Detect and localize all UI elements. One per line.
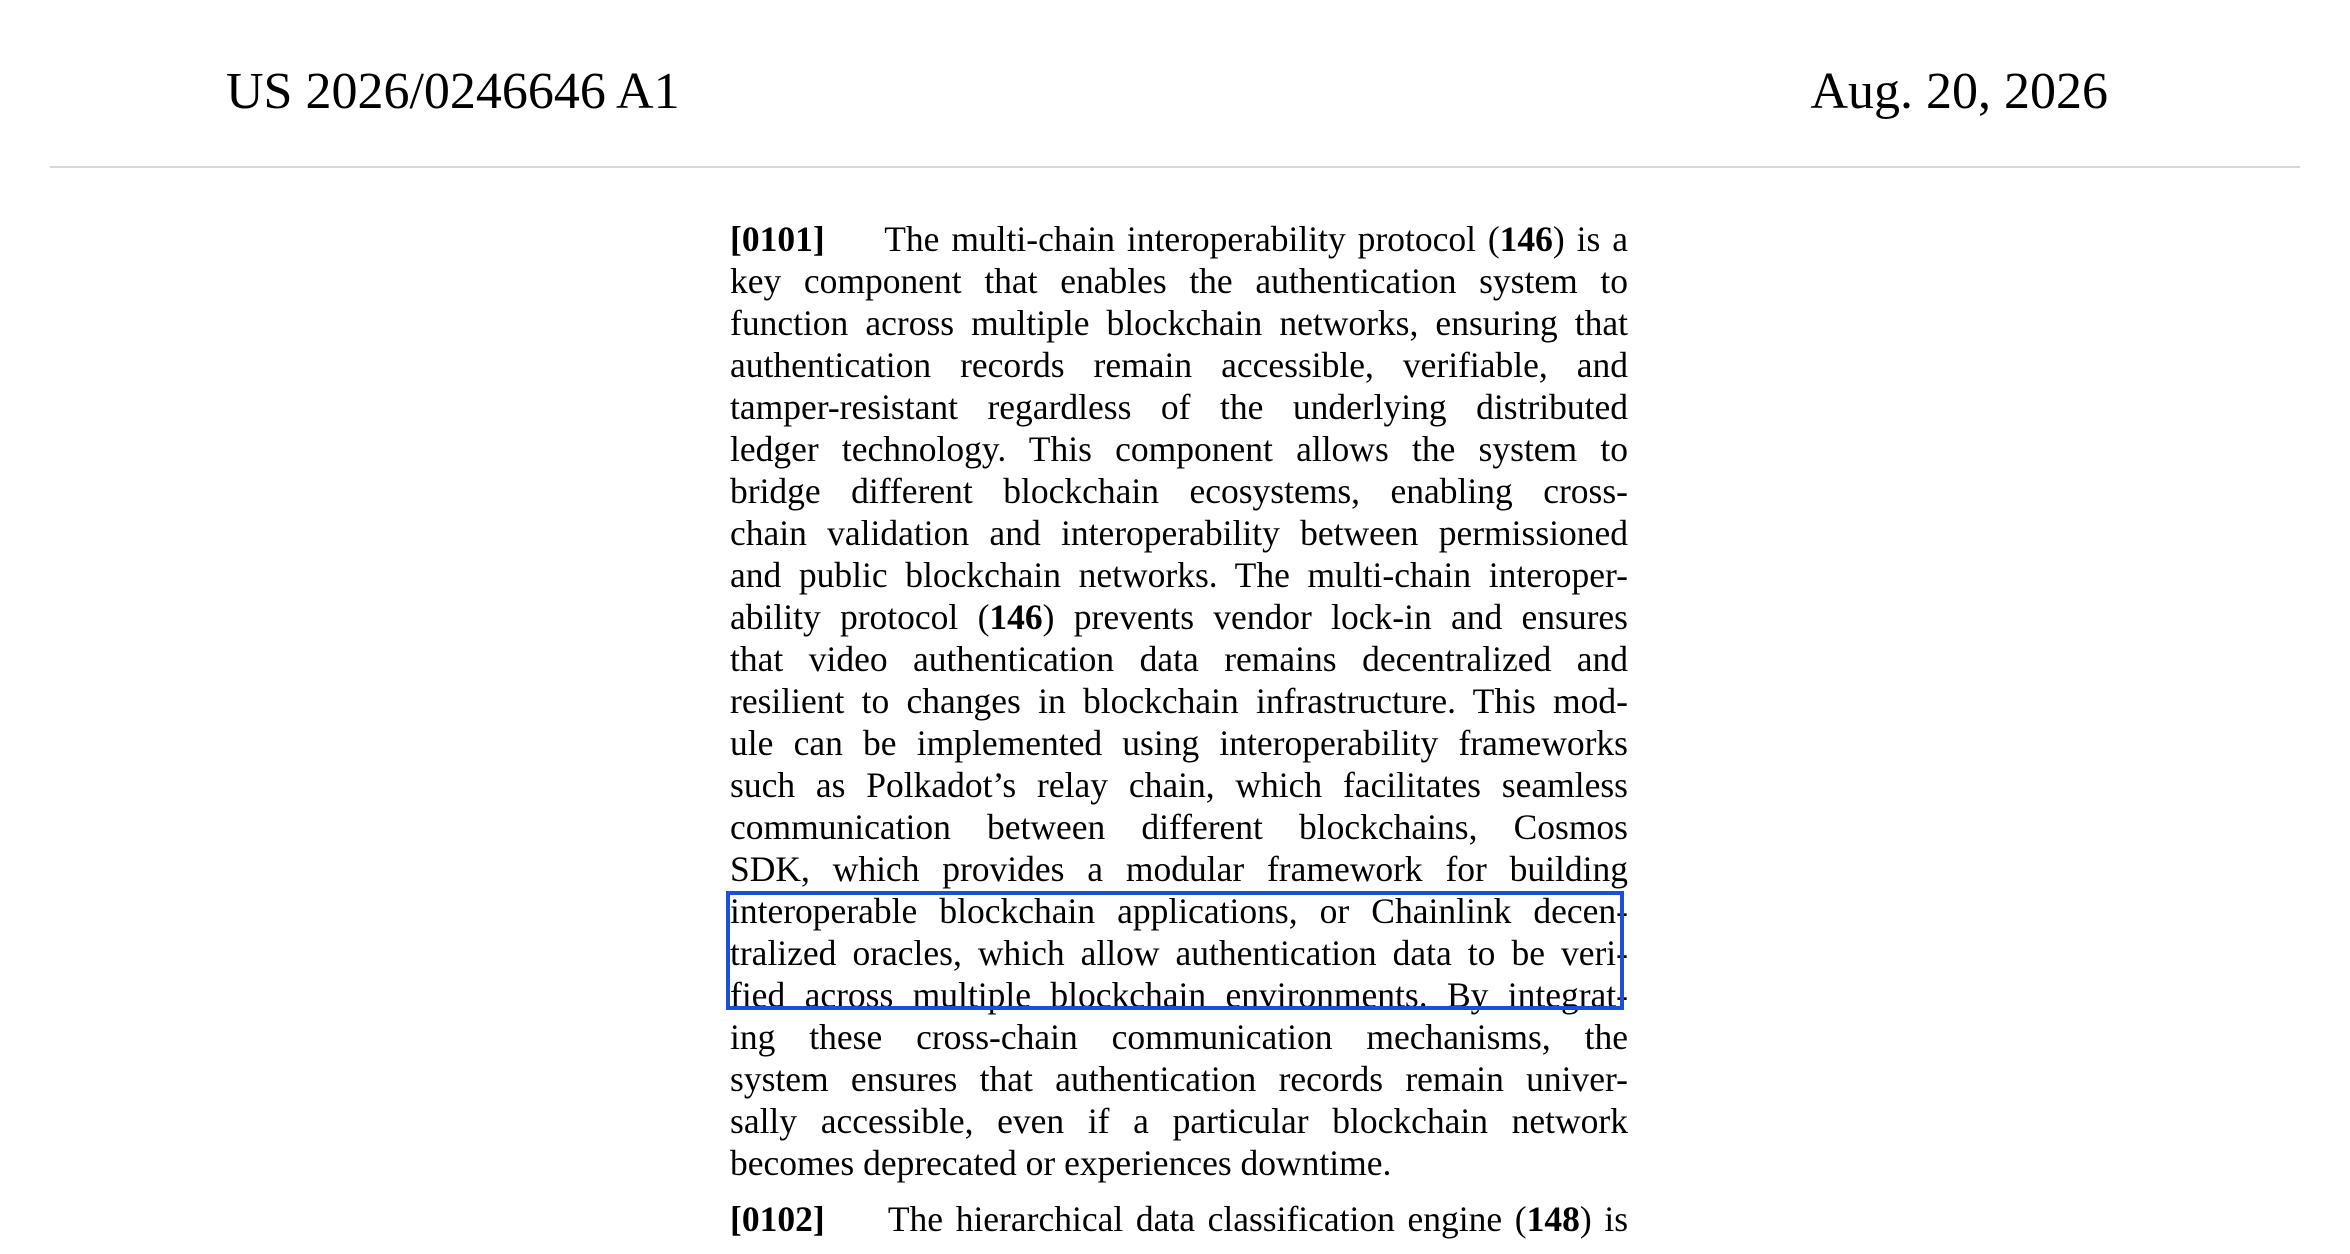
text-line: chain validation and interoperability between permissioned	[730, 513, 1628, 553]
text-line: SDK, which provides a modular framework for building	[730, 849, 1628, 889]
document-body	[730, 218, 1629, 1239]
highlighted-text-line: fied across multiple blockchain environments. By integrat-	[730, 975, 1628, 1015]
text-line: key component that enables the authentication system to	[730, 261, 1628, 301]
header-divider	[50, 166, 2300, 168]
text-line: ledger technology. This component allows the system to	[730, 429, 1628, 469]
page-header	[0, 0, 2350, 168]
paragraph-0102	[730, 1198, 1628, 1240]
text-line: authentication records remain accessible, verifiable, and	[730, 345, 1628, 385]
reference-numeral: 146	[1499, 219, 1553, 259]
paragraph-spacer	[730, 1184, 1628, 1198]
paragraph-number: [0102]	[730, 1199, 825, 1239]
text-line	[730, 218, 1628, 260]
highlighted-text-line: interoperable blockchain applications, or Chainlink decen-	[730, 891, 1628, 931]
highlighted-text-line: tralized oracles, which allow authentication data to be veri-	[730, 933, 1628, 973]
text-line: sally accessible, even if a particular blockchain network	[730, 1101, 1628, 1141]
line-text: The hierarchical data classification engine (	[887, 1199, 1527, 1239]
paragraph-0101	[730, 218, 1628, 1184]
text-line: and public blockchain networks. The multi-chain interoper-	[730, 555, 1628, 595]
text-line: such as Polkadot’s relay chain, which facilitates seamless	[730, 765, 1628, 805]
text-line: resilient to changes in blockchain infrastructure. This mod-	[730, 681, 1628, 721]
text-line: becomes deprecated or experiences downtime.	[730, 1143, 1392, 1183]
publication-date: Aug. 20, 2026	[1810, 63, 2108, 120]
line-text: ) is a	[1552, 219, 1628, 259]
line-text: The multi-chain interoperability protocol (	[884, 219, 1500, 259]
text-line: system ensures that authentication records remain univer-	[730, 1059, 1628, 1099]
publication-number: US 2026/0246646 A1	[226, 63, 680, 120]
text-line: tamper-resistant regardless of the underlying distributed	[730, 387, 1628, 427]
line-text: ) is	[1579, 1199, 1629, 1239]
text-line: that video authentication data remains decentralized and	[730, 639, 1628, 679]
text-line	[730, 596, 1628, 638]
line-text: ability protocol (	[730, 597, 990, 637]
text-line	[730, 1198, 1628, 1240]
paragraph-number: [0101]	[730, 219, 825, 259]
line-text: ) prevents vendor lock-in and ensures	[1042, 597, 1628, 637]
text-line: ule can be implemented using interoperability frameworks	[730, 723, 1628, 763]
reference-numeral: 148	[1526, 1199, 1580, 1239]
text-line: ing these cross-chain communication mechanisms, the	[730, 1017, 1628, 1057]
reference-numeral: 146	[989, 597, 1043, 637]
text-line: bridge different blockchain ecosystems, enabling cross-	[730, 471, 1628, 511]
text-line: function across multiple blockchain networks, ensuring that	[730, 303, 1628, 343]
text-line: communication between different blockchains, Cosmos	[730, 807, 1628, 847]
